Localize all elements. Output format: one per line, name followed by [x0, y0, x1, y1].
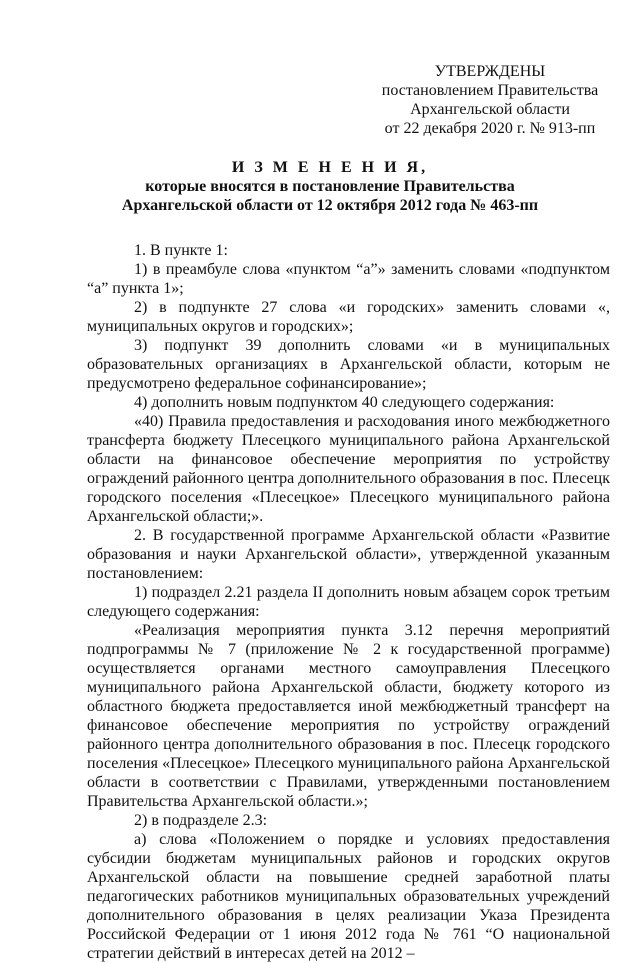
paragraph-1-1: 1) в преамбуле слова «пунктом “а”» заменить словами «подпунктом “а” пункта 1»; [87, 261, 610, 297]
approval-line-resolution: постановлением Правительства [381, 82, 599, 99]
paragraph-1-2: 2) в подпункте 27 слова «и городских» заменить словами «, муниципальных округов и городских»; [87, 299, 610, 335]
paragraph-2-1: 1) подраздел 2.21 раздела II дополнить новым абзацем сорок третьим следующего содержания: [87, 584, 610, 620]
paragraph-2-1-quote: «Реализация мероприятия пункта 3.12 перечня мероприятий подпрограммы № 7 (приложение № 2 к государственной программе) осуществляется органами местного самоуправления Плесецкого муниципального района Архангельской области, бюджету которого из областного бюджета предоставляется иной межбюджетный трансферт на финансовое обеспечение мероприятия по устройству ограждений районного центра дополнительного образования в пос. Плесецк городского поселения «Плесецкое» Плесецкого муниципального района Архангельской области в соответствии с Правилами, утвержденными постановлением Правительства Архангельской области.»; [87, 622, 610, 810]
paragraph-2-2-a: а) слова «Положением о порядке и условиях предоставления субсидии бюджетам муниципальных районов и городских округов Архангельской области на повышение средней заработной платы педагогических работников муниципальных образовательных учреждений дополнительного образования в целях реализации Указа Президента Российской Федерации от 1 июня 2012 года № 761 “О национальной стратегии действий в интересах детей на 2012 – [87, 831, 610, 962]
paragraph-2-2: 2) в подразделе 2.3: [134, 812, 268, 829]
approval-stamp [380, 62, 600, 138]
approval-line-region: Архангельской области [410, 101, 570, 118]
paragraph-1-4-quote: «40) Правила предоставления и расходования иного межбюджетного трансферта бюджету Плесецкого муниципального района Архангельской области на финансовое обеспечение мероприятия по устройству ограждений районного центра дополнительного образования в пос. Плесецк городского поселения «Плесецкое» Плесецкого муниципального района Архангельской области;». [87, 413, 610, 525]
document-title [100, 158, 560, 215]
approval-title: УТВЕРЖДЕНЫ [434, 63, 546, 80]
paragraph-1-3: 3) подпункт 39 дополнить словами «и в муниципальных образовательных организациях в Архангельской области, которым не предусмотрено федеральное софинансирование»; [87, 337, 610, 392]
title-heading: И З М Е Н Е Н И Я, [231, 159, 429, 176]
document-body [87, 241, 610, 963]
paragraph-1-4: 4) дополнить новым подпунктом 40 следующего содержания: [134, 394, 555, 411]
paragraph-1: 1. В пункте 1: [134, 242, 228, 259]
paragraph-2: 2. В государственной программе Архангельской области «Развитие образования и науки Архангельской области», утвержденной указанным постановлением: [87, 527, 610, 582]
title-line-2: которые вносятся в постановление Правительства [145, 178, 515, 195]
approval-line-date: от 22 декабря 2020 г. № 913-пп [384, 120, 596, 137]
title-line-3: Архангельской области от 12 октября 2012 года № 463-пп [121, 197, 539, 214]
